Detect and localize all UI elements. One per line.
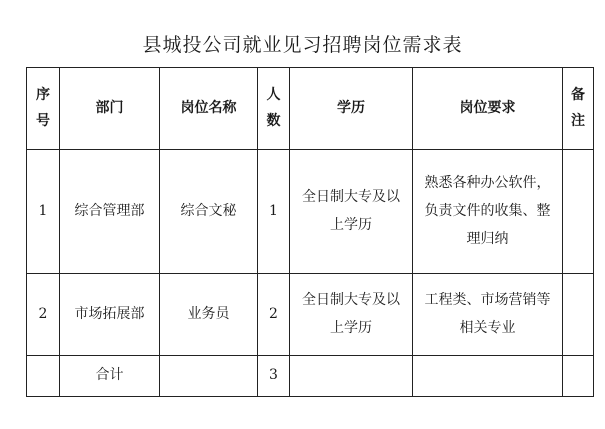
cell-notes xyxy=(563,274,594,356)
header-row xyxy=(27,68,594,150)
cell-position-name: 业务员 xyxy=(160,274,258,356)
header-education: 学历 xyxy=(290,68,413,150)
cell-education: 全日制大专及以上学历 xyxy=(290,150,413,274)
table-row xyxy=(27,150,594,274)
cell-headcount: 1 xyxy=(258,150,290,274)
header-notes: 备注 xyxy=(563,68,594,150)
cell-department: 综合管理部 xyxy=(60,150,160,274)
cell-total-blank xyxy=(160,356,258,397)
header-requirements: 岗位要求 xyxy=(413,68,563,150)
cell-requirements: 熟悉各种办公软件，负责文件的收集、整理归纳 xyxy=(413,150,563,274)
cell-serial-number: 1 xyxy=(27,150,60,274)
cell-headcount: 2 xyxy=(258,274,290,356)
cell-notes xyxy=(563,150,594,274)
page-title: 县城投公司就业见习招聘岗位需求表 xyxy=(142,34,463,56)
cell-total-blank xyxy=(563,356,594,397)
cell-total-blank xyxy=(290,356,413,397)
job-requirements-table xyxy=(26,67,594,397)
cell-education: 全日制大专及以上学历 xyxy=(290,274,413,356)
cell-total-count: 3 xyxy=(258,356,290,397)
cell-requirements: 工程类、市场营销等相关专业 xyxy=(413,274,563,356)
total-row xyxy=(27,356,594,397)
table-row xyxy=(27,274,594,356)
header-headcount: 人数 xyxy=(258,68,290,150)
cell-serial-number: 2 xyxy=(27,274,60,356)
cell-total-label: 合计 xyxy=(60,356,160,397)
header-serial-number: 序号 xyxy=(27,68,60,150)
header-position-name: 岗位名称 xyxy=(160,68,258,150)
cell-department: 市场拓展部 xyxy=(60,274,160,356)
header-department: 部门 xyxy=(60,68,160,150)
cell-total-blank xyxy=(413,356,563,397)
cell-total-blank xyxy=(27,356,60,397)
cell-position-name: 综合文秘 xyxy=(160,150,258,274)
